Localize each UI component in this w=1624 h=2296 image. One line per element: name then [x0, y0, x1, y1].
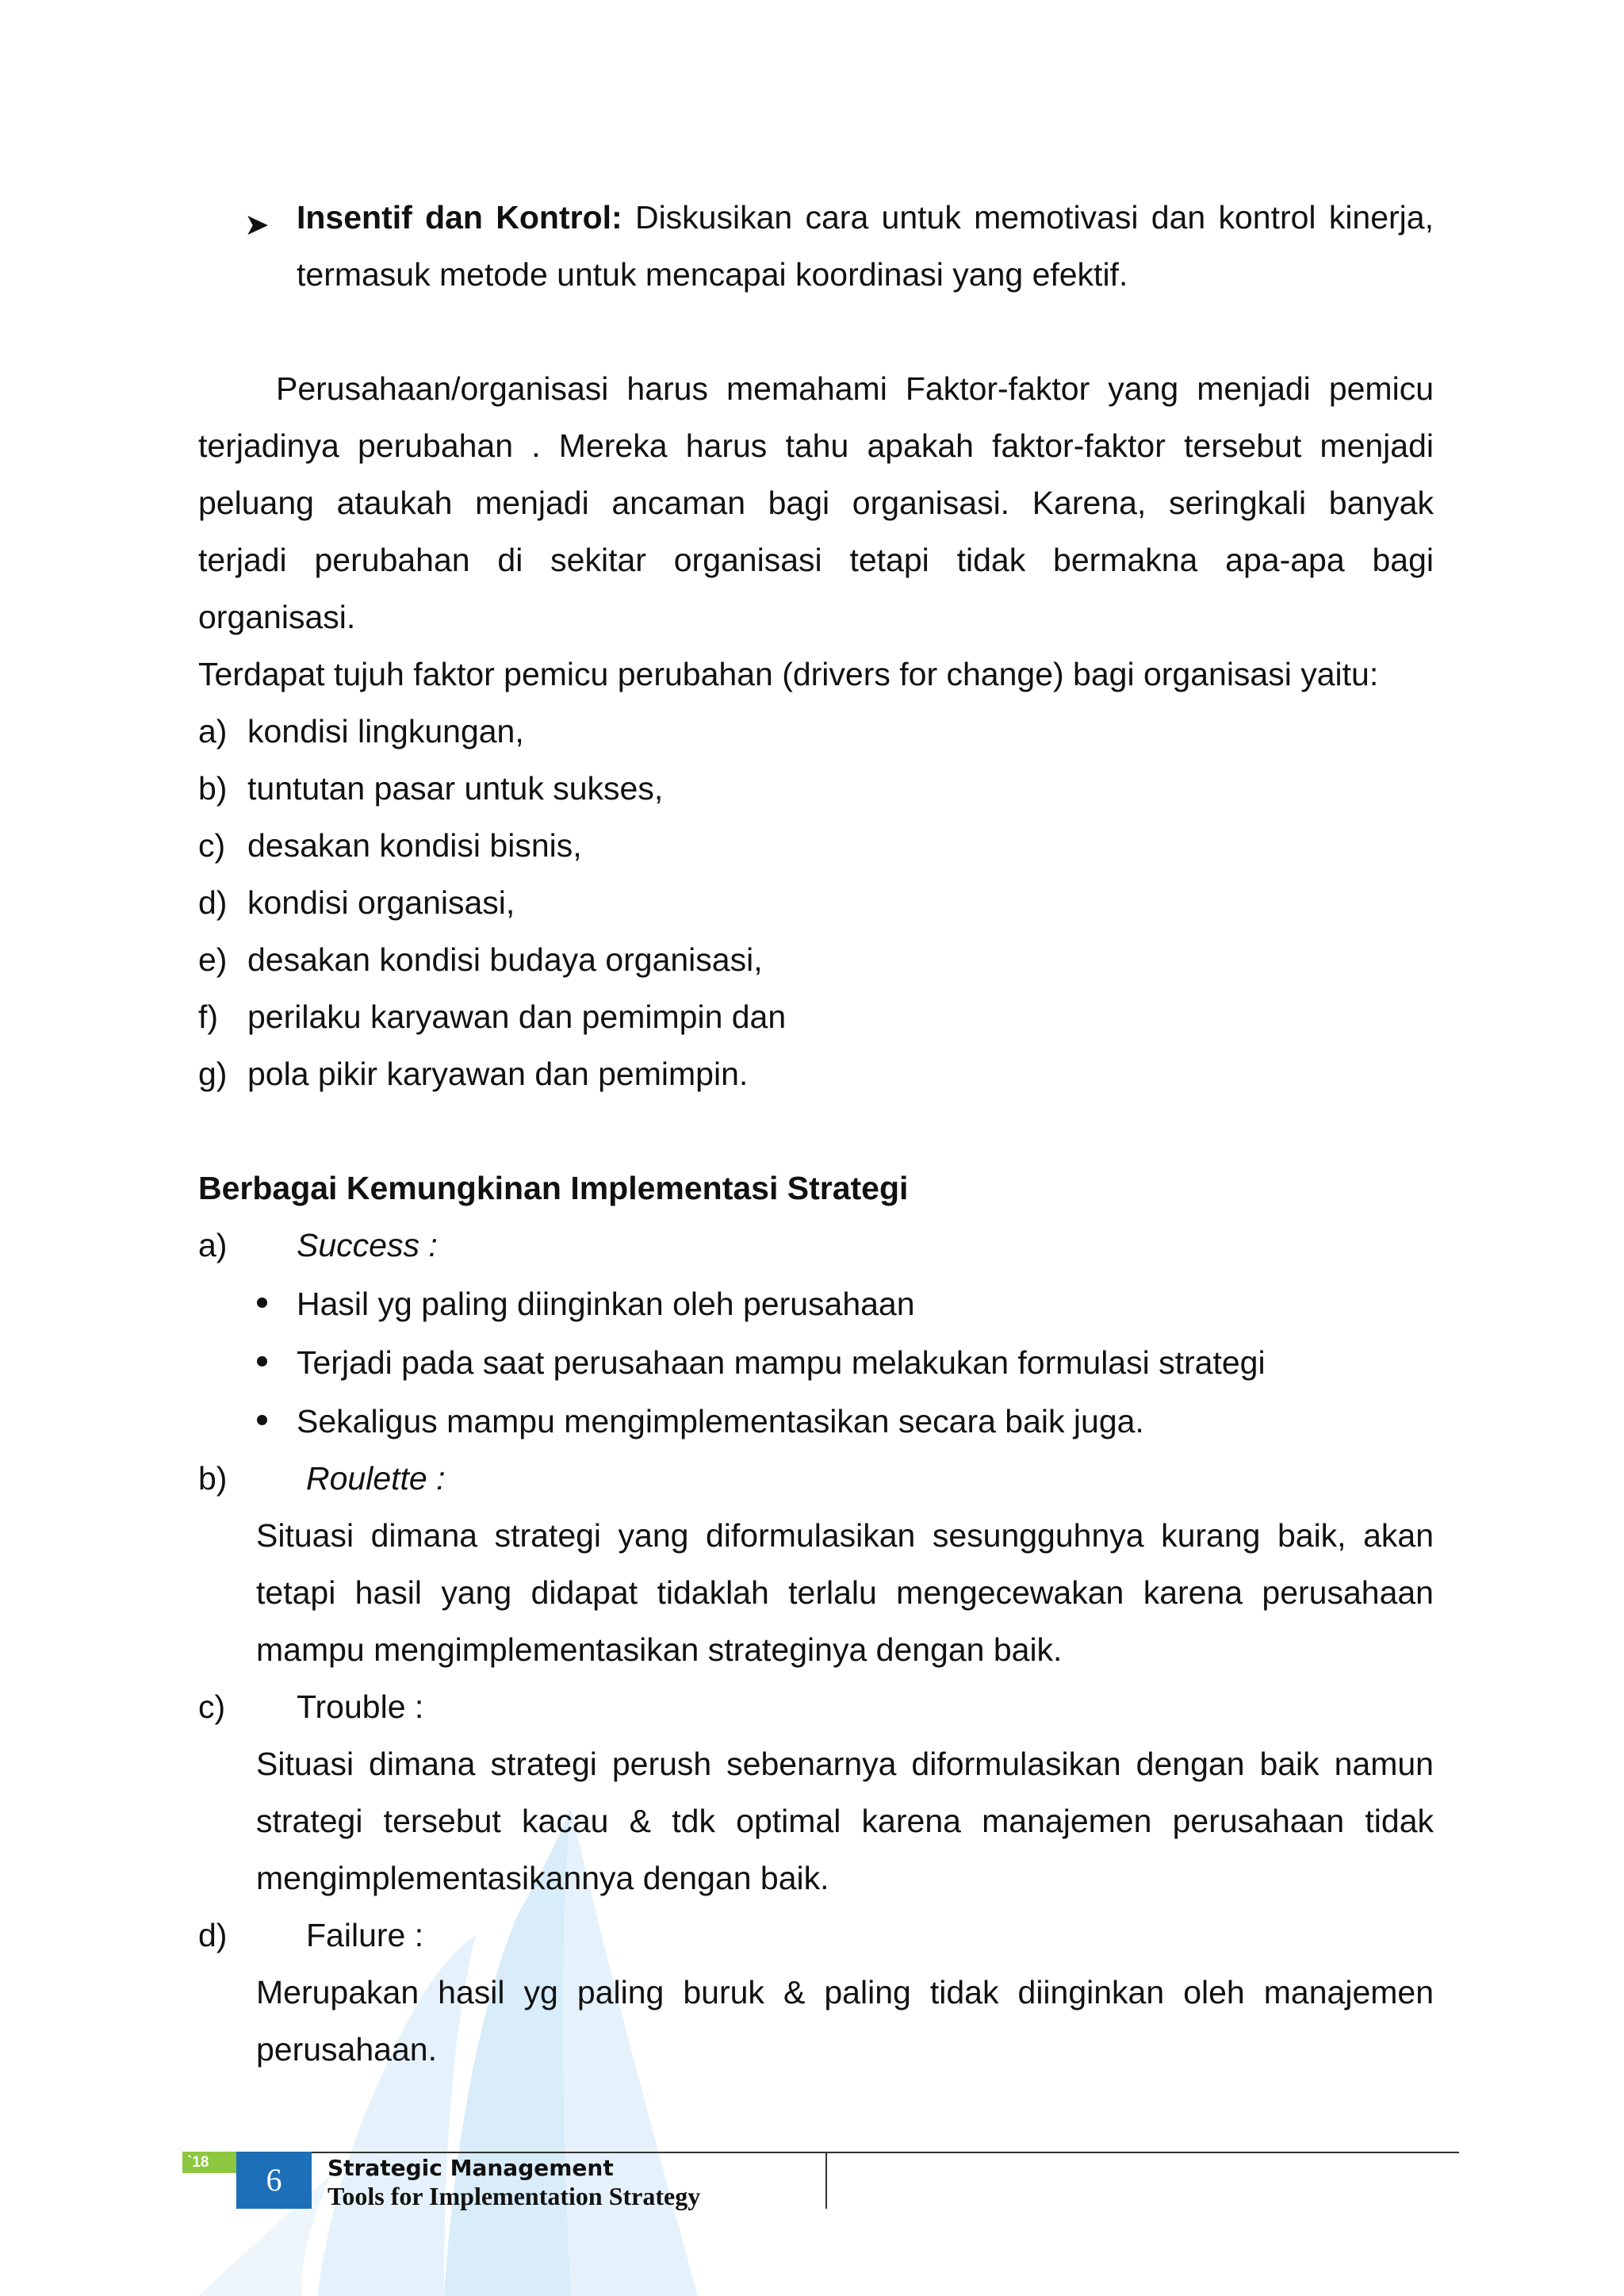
item-b-line-1: Situasi dimana strategi yang diformulasikan sesungguhnya kurang baik, akan	[256, 1517, 1434, 1554]
driver-marker: c)	[198, 827, 226, 864]
footer-course-title: Strategic Management	[327, 2155, 614, 2181]
driver-marker: f)	[198, 999, 219, 1035]
driver-text: desakan kondisi budaya organisasi,	[247, 941, 763, 978]
driver-text: perilaku karyawan dan pemimpin dan	[247, 999, 787, 1035]
driver-marker: b)	[198, 770, 228, 807]
item-c-line-3: mengimplementasikannya dengan baik.	[256, 1860, 829, 1896]
item-b-marker: b)	[198, 1460, 228, 1497]
success-bullet-text: Terjadi pada saat perusahaan mampu melakukan formulasi strategi	[297, 1344, 1266, 1381]
bullet-dot-icon	[257, 1415, 267, 1425]
insentif-line-2: termasuk metode untuk mencapai koordinasi yang efektif.	[297, 256, 1128, 293]
paragraph-line-3: peluang ataukah menjadi ancaman bagi organisasi. Karena, seringkali banyak	[198, 485, 1434, 521]
insentif-text: Diskusikan cara untuk memotivasi dan kontrol kinerja,	[634, 199, 1434, 236]
drivers-intro: Terdapat tujuh faktor pemicu perubahan (drivers for change) bagi organisasi yaitu:	[198, 656, 1379, 692]
driver-text: kondisi lingkungan,	[247, 713, 524, 749]
driver-marker: a)	[198, 713, 228, 749]
bullet-dot-icon	[257, 1297, 267, 1308]
item-d-marker: d)	[198, 1917, 228, 1953]
driver-text: pola pikir karyawan dan pemimpin.	[247, 1056, 749, 1092]
driver-marker: e)	[198, 941, 228, 978]
item-c-label: Trouble :	[297, 1688, 424, 1725]
item-b-line-3: mampu mengimplementasikan strateginya dengan baik.	[256, 1631, 1063, 1668]
success-bullet-text: Hasil yg paling diinginkan oleh perusahaan	[297, 1286, 915, 1322]
footer-year-tag: `18	[182, 2152, 236, 2173]
insentif-line-1	[297, 189, 1434, 246]
item-d-line-2: perusahaan.	[256, 2031, 437, 2068]
item-b-label: Roulette :	[306, 1460, 446, 1497]
item-a-marker: a)	[198, 1227, 228, 1263]
item-c-line-1: Situasi dimana strategi perush sebenarnya diformulasikan dengan baik namun	[256, 1746, 1434, 1782]
insentif-label: Insentif dan Kontrol:	[297, 199, 622, 236]
driver-text: desakan kondisi bisnis,	[247, 827, 582, 864]
item-c-line-2: strategi tersebut kacau & tdk optimal karena manajemen perusahaan tidak	[256, 1803, 1434, 1839]
arrow-bullet-icon: ➤	[244, 209, 270, 242]
paragraph-line-2: terjadinya perubahan . Mereka harus tahu apakah faktor-faktor tersebut menjadi	[198, 427, 1434, 464]
paragraph-line-4: terjadi perubahan di sekitar organisasi tetapi tidak bermakna apa-apa bagi	[198, 542, 1434, 578]
section-heading: Berbagai Kemungkinan Implementasi Strategi	[198, 1170, 909, 1206]
success-bullet-text: Sekaligus mampu mengimplementasikan secara baik juga.	[297, 1403, 1144, 1439]
driver-marker: d)	[198, 884, 228, 921]
item-b-line-2: tetapi hasil yang didapat tidaklah terlalu mengecewakan karena perusahaan	[256, 1574, 1434, 1611]
item-c-marker: c)	[198, 1688, 226, 1725]
paragraph-line-5: organisasi.	[198, 599, 356, 635]
bullet-dot-icon	[257, 1356, 267, 1366]
item-d-line-1: Merupakan hasil yg paling buruk & paling tidak diinginkan oleh manajemen	[256, 1974, 1434, 2010]
driver-text: tuntutan pasar untuk sukses,	[247, 770, 664, 807]
driver-marker: g)	[198, 1056, 228, 1092]
footer-page-number: 6	[236, 2152, 312, 2209]
footer-topic: Tools for Implementation Strategy	[327, 2182, 701, 2210]
paragraph-line-1: Perusahaan/organisasi harus memahami Faktor-faktor yang menjadi pemicu	[276, 370, 1434, 407]
item-a-label: Success :	[297, 1227, 438, 1263]
driver-text: kondisi organisasi,	[247, 884, 515, 921]
item-d-label: Failure :	[306, 1917, 424, 1953]
